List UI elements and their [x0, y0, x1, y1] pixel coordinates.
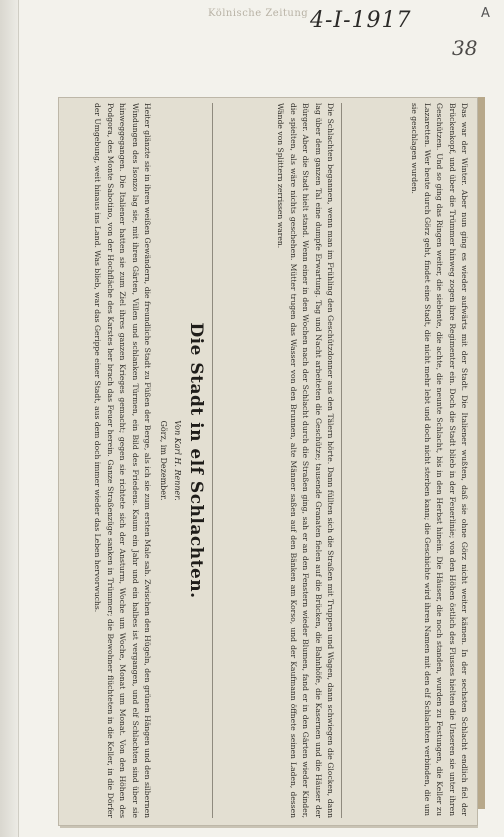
article-text: Die Schlachten begannen, wenn man im Frühling den Geschützdonner aus den Tälern hörte. Dann füllten sich die Straßen mit Truppen und Wagen, dann schwiegen die Glocken, dann lag über dem ganzen Tal eine dumpfe Erwartung. Tag und Nacht arbeiteten die Geschütze; tausende Granaten fielen auf die Brücken, die Bahnhöfe, die Kasernen und die Häuser der Bürger. Aber die Stadt hielt stand. Wenn einer in den Wochen nach der Schlacht durch die Straßen ging, sah er an den Fenstern wieder Blumen, fand er in den Gärten wieder Kinder, die spielten, als wäre nichts geschehen. Mütter trugen das Wasser von den Brunnen, alte Männer saßen auf den Bänken am Korso, und der Kaufmann öffnete seinen Laden, dessen Wände von Splittern zerrissen waren. [276, 103, 335, 818]
article-title: Die Stadt in elf Schlachten. [186, 322, 206, 599]
article-text: Heiter glänzte sie in ihren weißen Gewändern, die freundliche Stadt zu Füßen der Berge, als ich sie zum ersten Male sah. Zwischen den Hügeln, den grünen Hängen und den silbernen Windungen des Isonzo lag sie, mit ihren Gärten, Villen und schlanken Türmen, ein Bild des Friedens. Kaum ein Jahr und ein halbes ist vergangen, und elf Schlachten sind über sie hinweggegangen. Die Italiener hatten sie zum Ziel ihres ganzen Krieges gemacht; gegen sie richtete sich der Ansturm, Woche um Woche, Monat um Monat. Von den Höhen des Podgora, des Monte Sabotino, von der Hochfläche des Karstes her brach das Feuer herein. Ganze Straßenzüge sanken in Trümmer; die Bewohner flüchteten in die Keller, in die Dörfer der Umgebung, weit hinaus ins Land. Was blieb, war das Gerippe einer Stadt, aus dem doch immer wieder das Leben hervorwuchs. [93, 103, 152, 818]
binding-strip [0, 0, 19, 837]
article-dateline: Görz, im Dezember. [159, 420, 168, 501]
article-column-3 [342, 103, 470, 816]
article-column-1 [89, 103, 207, 818]
handwritten-date: 4-I-1917 [310, 8, 412, 33]
page-number: 38 [452, 36, 478, 60]
masthead-fragment: Kölnische Zeitung [208, 8, 308, 19]
article-byline: Von Karl H. Renner. [173, 420, 182, 501]
article-text: Das war der Winter. Aber nun ging es wieder aufwärts mit der Stadt. Die Italiener wußten, daß sie ohne Görz nicht weiter kämen. In der sechsten Schlacht endlich fiel der Brückenkopf, und über die Trümmer hinweg zogen ihre Regimenter ein. Doch die Stadt blieb in der Feuerlinie; von den Höhen östlich des Flusses hielten die Unseren sie unter ihren Geschützen. Und so ging das Ringen weiter, die siebente, die achte, die neunte Schlacht, bis in den Herbst hinein. Die Häuser, die noch standen, wurden zu Festungen, die Keller zu Lazaretten. Wer heute durch Görz geht, findet eine Stadt, die nicht mehr lebt und doch nicht sterben kann; die Geschichte wird ihren Namen mit den elf Schlachten verbinden, die um sie geschlagen wurden. [410, 103, 469, 816]
corner-mark: A [481, 6, 490, 21]
article-column-2 [211, 103, 336, 818]
